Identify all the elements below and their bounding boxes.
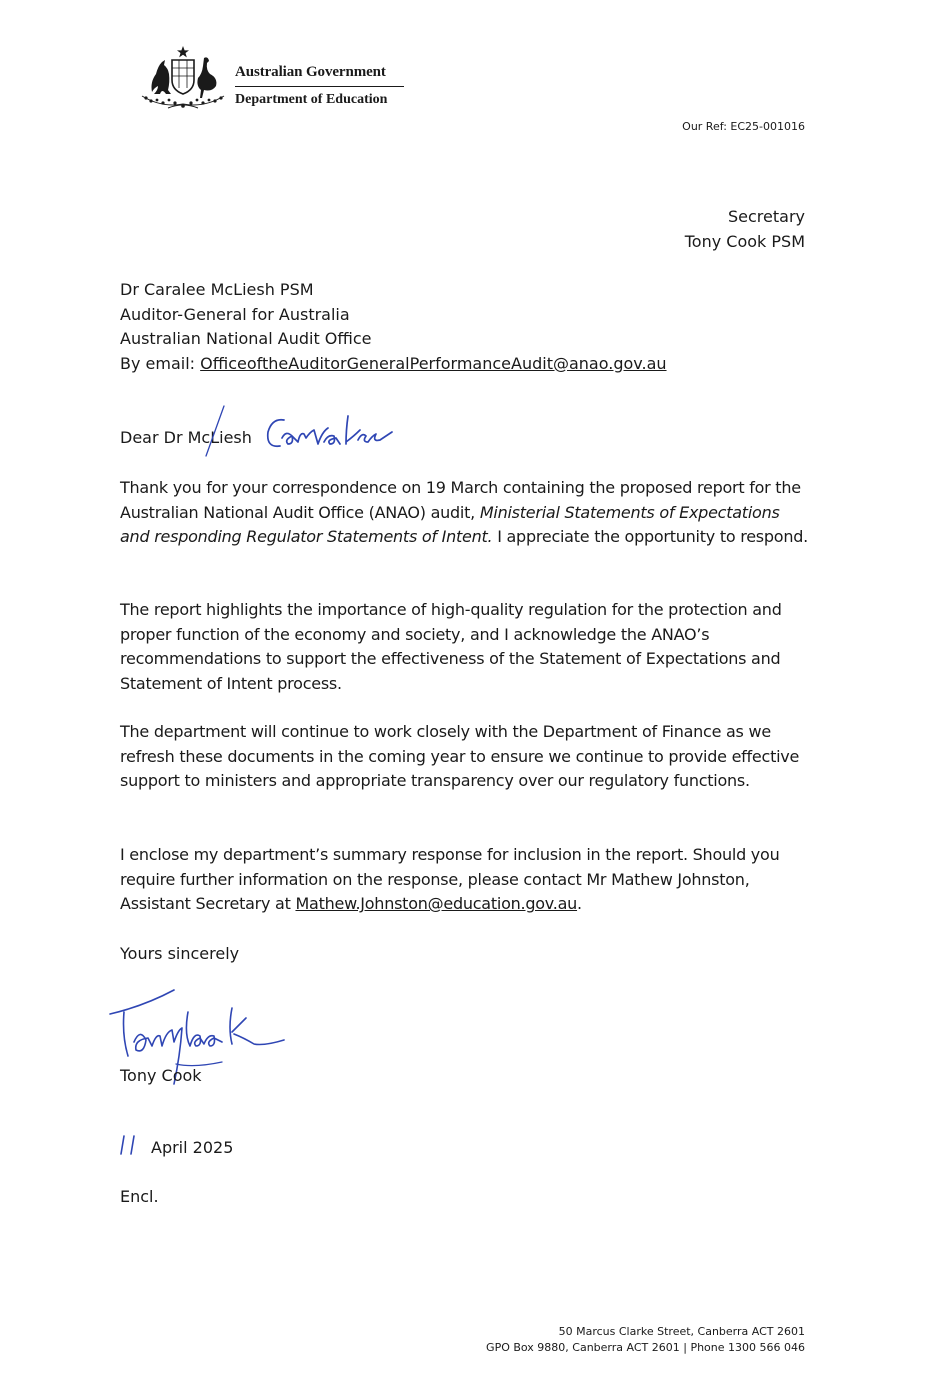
paragraph-1 [120, 476, 810, 550]
government-name: Australian Government [235, 64, 386, 80]
report-title-italic: Ministerial Statements of Expectations and responding Regulator Statements of Intent. [120, 502, 780, 546]
sender-name: Tony Cook PSM [684, 231, 805, 251]
salutation: Dear Dr McLiesh [120, 428, 252, 447]
paragraph-4-text-a: I enclose my department’s summary response for inclusion in the report. Should you require further information on the response, please contact Mr Mathew Johnston, Assistant Secretary at [120, 845, 780, 913]
letterhead-divider [235, 86, 404, 87]
closing: Yours sincerely [120, 944, 240, 963]
paragraph-3: The department will continue to work closely with the Department of Finance as we refresh these documents in the coming year to ensure we continue to provide effective support to ministers and appropriate transparency over our regulatory functions. [120, 722, 800, 790]
salutation-strike-mark [200, 402, 230, 460]
enclosure-note: Encl. [120, 1187, 159, 1206]
footer-street-address: 50 Marcus Clarke Street, Canberra ACT 2601 [558, 1325, 805, 1338]
paragraph-1-text-b: I appreciate the opportunity to respond. [492, 527, 808, 546]
coat-of-arms-icon [138, 44, 228, 112]
footer-postal-phone: GPO Box 9880, Canberra ACT 2601 | Phone 1300 566 046 [486, 1341, 805, 1354]
handwritten-caralee [262, 408, 396, 458]
recipient-email-link[interactable]: OfficeoftheAuditorGeneralPerformanceAudit@anao.gov.au [200, 353, 667, 373]
signatory-name: Tony Cook [120, 1066, 202, 1085]
recipient-email-line [120, 352, 667, 377]
email-prefix: By email: [120, 353, 201, 373]
recipient-name: Dr Caralee McLiesh PSM [120, 280, 314, 299]
sender-role: Secretary [728, 207, 805, 226]
sender-block [685, 205, 805, 254]
reference-number: Our Ref: EC25-001016 [682, 120, 805, 133]
recipient-block [120, 278, 667, 376]
footer-address [486, 1324, 805, 1356]
paragraph-1-text-a: Thank you for your correspondence on 19 March containing the proposed report for the Australian National Audit Office (ANAO) audit, [120, 478, 801, 522]
paragraph-4-text-b: . [577, 894, 582, 913]
handwritten-day [118, 1132, 140, 1158]
date-month-year: April 2025 [151, 1138, 234, 1157]
department-name: Department of Education [235, 92, 388, 107]
paragraph-2: The report highlights the importance of high-quality regulation for the protection and proper function of the economy and society, and I acknowledge the ANAO’s recommendations to support the effectiveness of the Statement of Expectations and Statement of Intent process. [120, 600, 782, 693]
recipient-office: Australian National Audit Office [120, 329, 372, 348]
recipient-title: Auditor-General for Australia [120, 304, 350, 324]
paragraph-4 [120, 843, 810, 917]
contact-email-link[interactable]: Mathew.Johnston@education.gov.au [295, 894, 578, 913]
